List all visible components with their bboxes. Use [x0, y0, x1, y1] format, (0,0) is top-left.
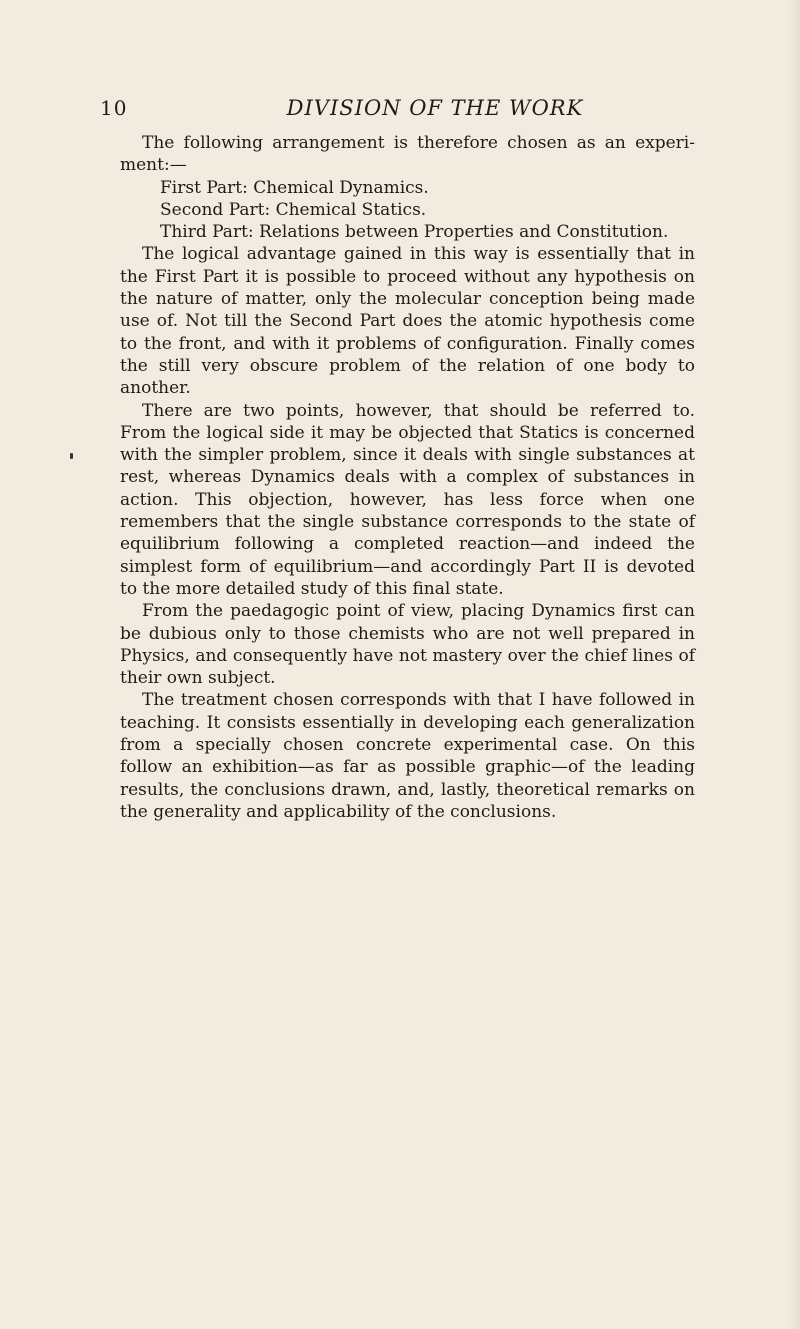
intro-paragraph: The following arrangement is therefore chosen as an experiment:—	[120, 133, 695, 176]
list-item: Second Part: Chemical Statics.	[160, 199, 427, 220]
paragraph: The treatment chosen corresponds with that I have followed in teaching. It consists essentially in developing each generalization from a specially chosen concrete experimental case. On this follow an exhibition—as far as possible graphic—of the leading results, the conclusions drawn, and, lastly, theoretical remarks on the generality and applicability of the conclusions.	[120, 690, 695, 822]
page-number: 10	[100, 96, 128, 120]
list-item: Third Part: Relations between Properties and Constitution.	[160, 222, 669, 243]
paragraph: From the paedagogic point of view, placing Dynamics first can be dubious only to those chemists who are not well prepared in Physics, and consequently have not mastery over the chief lines of their own subject.	[120, 601, 695, 689]
running-title: DIVISION OF THE WORK	[286, 96, 584, 120]
paragraph: There are two points, however, that should be referred to. From the logical side it may be objected that Statics is concerned with the simpler problem, since it deals with single substances at rest, whereas Dynamics deals with a complex of substances in action. This objection, however, has less force when one remembers that the single substance corresponds to the state of equilibrium following a completed reaction—and indeed the simplest form of equilibrium—and accordingly Part II is devoted to the more detailed study of this final state.	[120, 400, 695, 599]
margin-mark	[70, 453, 73, 459]
paragraph: The logical advantage gained in this way is essentially that in the First Part it is possible to proceed without any hypothesis on the nature of matter, only the molecular conception being made use of. Not till the Second Part does the atomic hypothesis come to the front, and with it problems of configuration. Finally comes the still very obscure problem of the relation of one body to another.	[120, 244, 695, 399]
parts-list	[120, 177, 695, 244]
list-item: First Part: Chemical Dynamics.	[160, 177, 429, 198]
page-edge-shadow	[786, 0, 800, 1329]
body-text	[120, 132, 695, 823]
running-head	[100, 96, 690, 126]
